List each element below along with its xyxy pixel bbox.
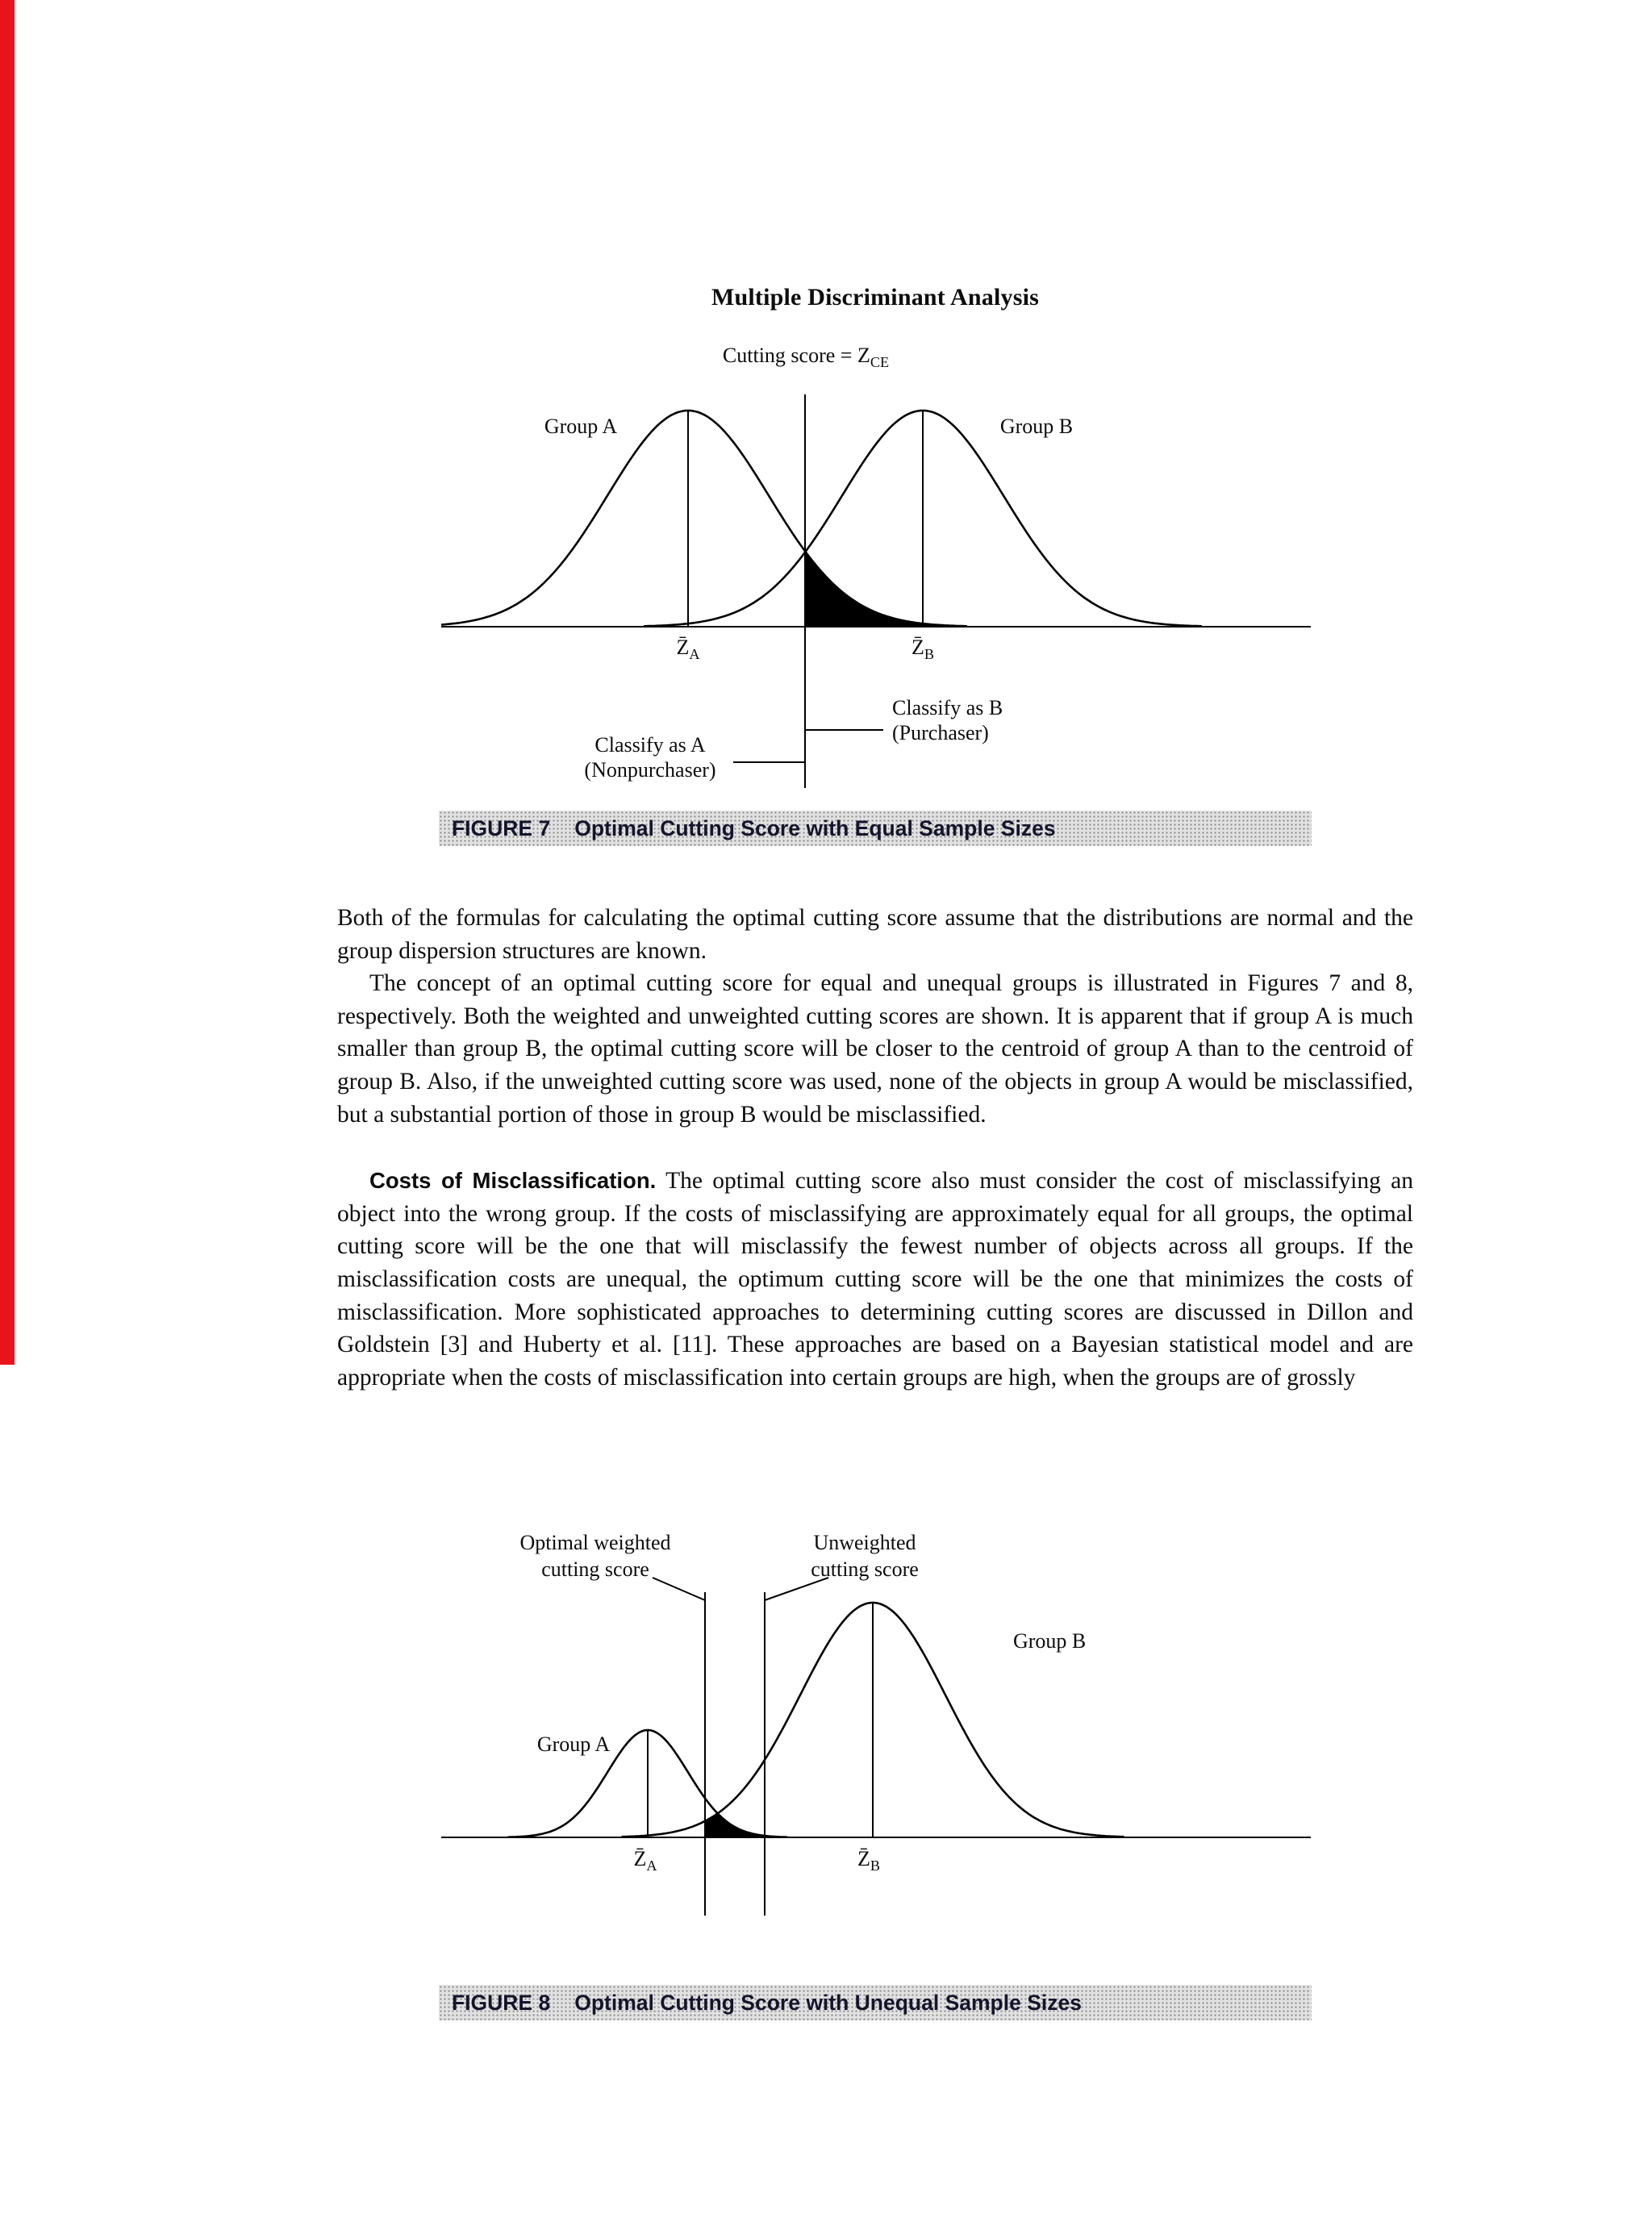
figure7-za-label [676, 634, 699, 661]
z-bar: Z̄ [676, 636, 690, 659]
z-a-subscript: A [646, 1858, 657, 1874]
figure8-caption-tag: FIGURE 8 [452, 1990, 551, 2015]
classify-b-line2: (Purchaser) [892, 721, 989, 744]
z-bar: Z̄ [857, 1847, 870, 1870]
paragraph-2: The concept of an optimal cutting score for equal and unequal groups is illustrated in Figures 7 and 8, respectively. Both the weighted and unweighted cutting scores are shown. It is apparent that if group A is much smaller than group B, the optimal cutting score will be closer to the centroid of group A than to the centroid of group B. Also, if the unweighted cutting score was used, none of the objects in group A would be misclassified, but a substantial portion of those in group B would be misclassified. [337, 970, 1413, 1128]
body-text-block [337, 902, 1413, 1394]
z-b-subscript: B [870, 1858, 881, 1874]
figure8-caption-bar [439, 1985, 1312, 2020]
paragraph-3 [337, 1165, 1413, 1394]
z-bar: Z̄ [911, 636, 924, 659]
left-margin-red-bar [0, 0, 15, 1365]
paragraph-1: Both of the formulas for calculating the optimal cutting score assume that the distributions are normal and the group dispersion structures are known. [337, 905, 1413, 964]
classify-b-line1: Classify as B [892, 696, 1003, 719]
figure8-za-label [633, 1845, 657, 1872]
figure8-group-a-label: Group A [536, 1733, 611, 1756]
weighted-label-line1: Optimal weighted [519, 1531, 671, 1554]
figure7-caption-text: Optimal Cutting Score with Equal Sample Sizes [574, 815, 1056, 840]
z-bar: Z̄ [633, 1847, 647, 1870]
figure8-caption-text: Optimal Cutting Score with Unequal Sample Sizes [574, 1990, 1082, 2015]
figure7-caption-tag: FIGURE 7 [452, 815, 551, 840]
classify-a-line1: Classify as A [594, 733, 706, 757]
figure7-caption-bar [439, 811, 1312, 846]
page-title: Multiple Discriminant Analysis [711, 284, 1040, 311]
classify-a-line2: (Nonpurchaser) [584, 758, 716, 782]
figure7-group-b-label: Group B [999, 415, 1074, 438]
unweighted-label-line1: Unweighted [813, 1531, 916, 1554]
figure7-group-a-label: Group A [544, 415, 618, 438]
unweighted-label-line2: cutting score [811, 1557, 919, 1581]
weighted-label-line2: cutting score [541, 1557, 649, 1581]
figure7-cutting-score-label [723, 342, 889, 369]
figure7-zb-label [912, 634, 934, 661]
figure8-group-b-label: Group B [1013, 1629, 1087, 1653]
figure7-classify-b-label [892, 695, 1003, 745]
figure7-classify-a-label [557, 732, 744, 782]
z-a-subscript: A [689, 646, 700, 663]
cutting-score-text: Cutting score = Z [722, 344, 870, 367]
z-b-subscript: B [924, 646, 935, 663]
figure8-zb-label [857, 1845, 880, 1872]
paragraph-3-text: The optimal cutting score also must consider the cost of misclassifying an object into the wrong group. If the costs of misclassifying are approximately equal for all groups, the optimal cutting score will be the one that will misclassify the fewest number of objects across all groups. If the misclassification costs are unequal, the optimum cutting score will be the one that minimizes the costs of misclassification. More sophisticated approaches to determining cutting scores are discussed in Dillon and Goldstein [3] and Huberty et al. [11]. These approaches are based on a Bayesian statistical model and are appropriate when the costs of misclassification into certain groups are high, when the groups are of grossly [337, 1168, 1413, 1391]
cutting-score-subscript: CE [870, 354, 890, 371]
costs-of-misclassification-heading: Costs of Misclassification. [369, 1168, 657, 1194]
